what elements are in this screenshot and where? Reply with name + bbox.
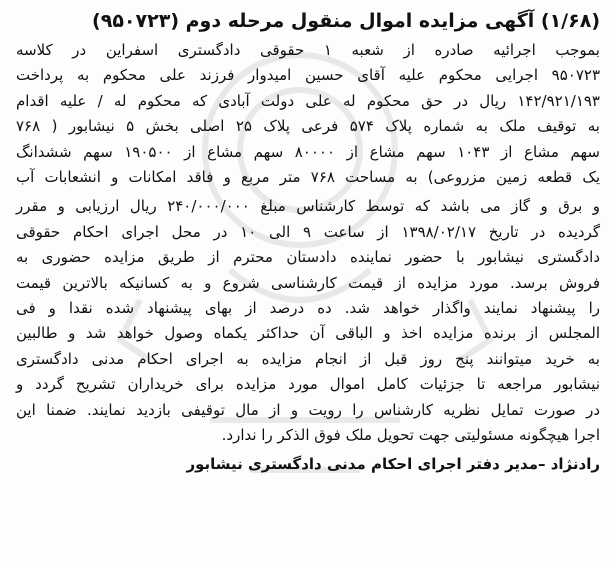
notice-line: بموجب اجرائیه صادره از شعبه ۱ حقوقی دادگستری اسفراین در کلاسه bbox=[16, 41, 600, 59]
notice-line: به خرید میتوانند پنج روز قبل از انجام مزایده به اجرای احکام مدنی دادگستری bbox=[16, 349, 600, 368]
notice-line: یک قطعه زمین مزروعی) به مساحت ۷۶۸ متر مربع و فاقد امکانات و انشعابات آب bbox=[16, 168, 600, 187]
notice-line: ۱۴۲/۹۲۱/۱۹۳ ریال در حق محکوم له علی دولت آبادی که محکوم له / علیه اقدام bbox=[16, 91, 600, 110]
notice-line: در صورت تمایل نظریه کارشناس را رویت و از مال توقیفی بازدید نمایند. ضمنا این bbox=[16, 400, 600, 419]
notice-body bbox=[16, 38, 600, 449]
notice-line: و برق و گاز می باشد که توسط کارشناس مبلغ ۲۴۰/۰۰۰/۰۰۰ ریال ارزیابی و مقرر bbox=[16, 197, 600, 216]
notice-line: فروش برسد. مورد مزایده از قیمت کارشناسی شروع و به کسانیکه بالاترین قیمت bbox=[16, 273, 600, 292]
notice-line: المجلس از برنده مزایده اخذ و الباقی آن حداکثر یکماه وصول خواهد شد و طالبین bbox=[16, 324, 600, 343]
notice-line: دادگستری نیشابور با حضور نماینده دادستان محترم از طریق مزایده حضوری به bbox=[16, 248, 600, 267]
notice-line: سهم مشاع از ۱۰۴۳ سهم مشاع از ۸۰۰۰۰ سهم مشاع از ۱۹۰۵۰۰ سهم ششدانگ bbox=[16, 142, 600, 161]
notice-line: نیشابور مراجعه تا جزئیات کامل اموال مورد مزایده برای خریداران تشریح گردد و bbox=[16, 375, 600, 394]
notice-line: به توقیف ملک به شماره پلاک ۵۷۴ فرعی پلاک ۲۵ اصلی بخش ۵ نیشابور ( ۷۶۸ bbox=[16, 117, 600, 136]
notice-line: را پیشنهاد نمایند واگذار خواهد شد. ده درصد از بهای پیشنهاد شده نقدا و فی bbox=[16, 299, 600, 318]
notice-title: (۱/۶۸) آگهی مزایده اموال منقول مرحله دوم (۹۵۰۷۲۳) bbox=[92, 10, 600, 32]
notice-line: اجرا هیچگونه مسئولیتی جهت تحویل ملک فوق الذکر را ندارد. bbox=[221, 426, 600, 445]
notice-line: ۹۵۰۷۲۳ اجرایی محکوم علیه آقای حسین امیدوار فرزند علی محکوم به پرداخت bbox=[16, 66, 600, 85]
notice-line: گردیده در تاریخ ۱۳۹۸/۰۲/۱۷ از ساعت ۹ الی ۱۰ در محل اجرای احکام حقوقی bbox=[16, 222, 600, 241]
notice-signature: رادنژاد –مدیر دفتر اجرای احکام مدنی دادگستری نیشابور bbox=[186, 454, 600, 473]
